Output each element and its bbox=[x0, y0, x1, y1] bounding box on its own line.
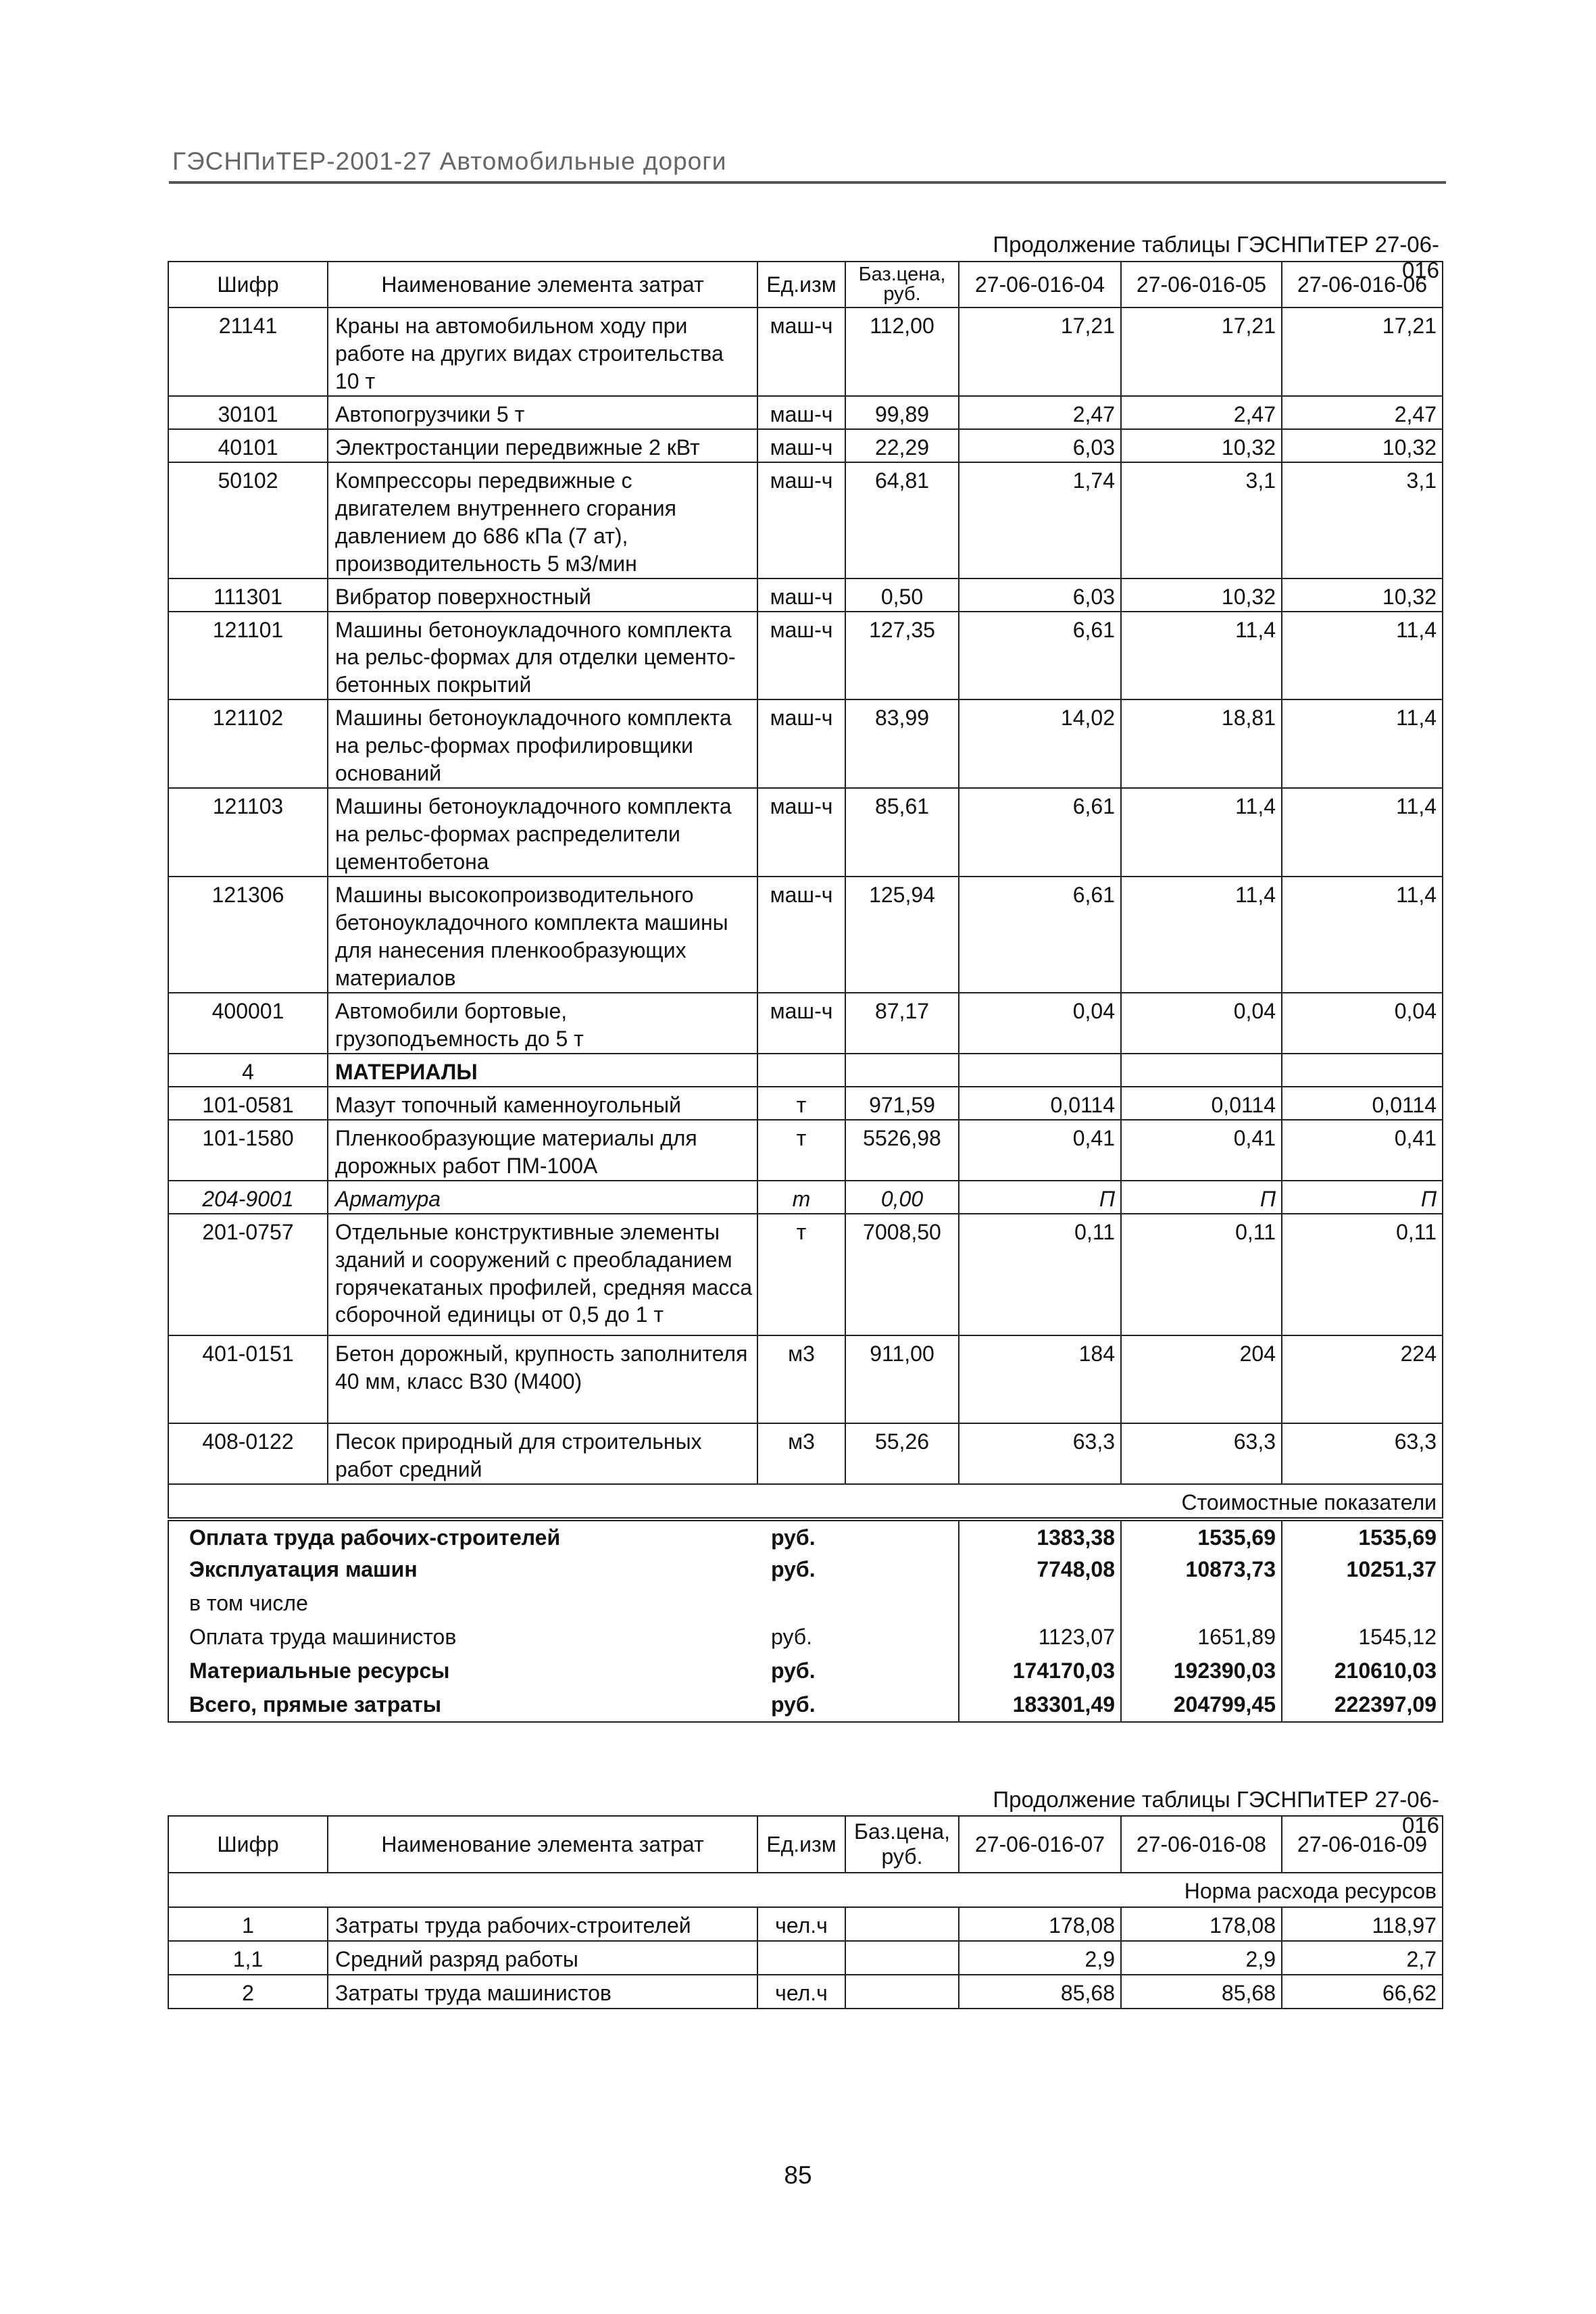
value-27-06-016-04: 0,0114 bbox=[959, 1087, 1121, 1120]
value-27-06-016-06: 11,4 bbox=[1282, 612, 1443, 700]
value-27-06-016-04: 6,61 bbox=[959, 788, 1121, 877]
resource-code: 2 bbox=[168, 1975, 328, 2009]
table-row bbox=[168, 1423, 1443, 1484]
resource-price: 0,00 bbox=[845, 1181, 959, 1214]
table-row bbox=[168, 1054, 1443, 1087]
value-27-06-016-05: П bbox=[1121, 1181, 1282, 1214]
summary-gap bbox=[845, 1519, 959, 1553]
resource-code: 121306 bbox=[168, 877, 328, 993]
value-27-06-016-08: 178,08 bbox=[1121, 1907, 1282, 1941]
table-row bbox=[168, 1120, 1443, 1181]
value-27-06-016-06: 0,41 bbox=[1282, 1120, 1443, 1181]
col-header-27-06-016-08: 27-06-016-08 bbox=[1121, 1816, 1282, 1873]
table-row bbox=[168, 462, 1443, 578]
resource-name: Средний разряд работы bbox=[328, 1941, 757, 1975]
summary-gap bbox=[845, 1654, 959, 1688]
resource-price: 911,00 bbox=[845, 1335, 959, 1423]
table2-caption: Продолжение таблицы ГЭСНПиТЕР 27-06-016 bbox=[993, 1787, 1439, 1838]
resource-unit: маш-ч bbox=[757, 578, 845, 612]
summary-name: Оплата труда рабочих-строителей bbox=[168, 1519, 757, 1553]
resource-name: Краны на автомобильном ходу при работе на других видах строительства 10 т bbox=[328, 307, 757, 396]
value-27-06-016-06: 11,4 bbox=[1282, 877, 1443, 993]
resource-code: 40101 bbox=[168, 429, 328, 462]
col-header-price: Баз.цена, руб. bbox=[845, 1816, 959, 1873]
summary-unit: руб. bbox=[771, 1625, 813, 1650]
resource-price: 5526,98 bbox=[845, 1120, 959, 1181]
resource-unit: чел.ч bbox=[757, 1975, 845, 2009]
resource-code: 101-1580 bbox=[168, 1120, 328, 1181]
value-27-06-016-06 bbox=[1282, 1054, 1443, 1087]
col-header-27-06-016-05: 27-06-016-05 bbox=[1121, 262, 1282, 307]
value-27-06-016-04: 63,3 bbox=[959, 1423, 1121, 1484]
summary-row bbox=[168, 1519, 1443, 1553]
value-27-06-016-05: 3,1 bbox=[1121, 462, 1282, 578]
col-header-unit: Ед.изм bbox=[757, 262, 845, 307]
col-header-name: Наименование элемента затрат bbox=[328, 262, 757, 307]
summary-27-06-016-06: 1535,69 bbox=[1282, 1519, 1443, 1553]
resource-code: 121103 bbox=[168, 788, 328, 877]
table-row bbox=[168, 612, 1443, 700]
resource-unit: маш-ч bbox=[757, 788, 845, 877]
resource-unit bbox=[757, 1054, 845, 1087]
resource-code: 201-0757 bbox=[168, 1214, 328, 1335]
cost-indicators-row bbox=[168, 1484, 1443, 1520]
resource-table-2 bbox=[168, 1815, 1443, 2009]
summary-27-06-016-04: 183301,49 bbox=[959, 1688, 1121, 1722]
summary-row bbox=[168, 1587, 1443, 1621]
value-27-06-016-09: 2,7 bbox=[1282, 1941, 1443, 1975]
resource-table-1 bbox=[168, 261, 1443, 1723]
table-row bbox=[168, 1907, 1443, 1941]
value-27-06-016-07: 85,68 bbox=[959, 1975, 1121, 2009]
table-row bbox=[168, 699, 1443, 788]
summary-27-06-016-06: 222397,09 bbox=[1282, 1688, 1443, 1722]
summary-name: Эксплуатация машин bbox=[168, 1553, 757, 1587]
summary-unit: руб. bbox=[757, 1688, 845, 1722]
value-27-06-016-04: 0,04 bbox=[959, 993, 1121, 1054]
col-header-price: Баз.цена, руб. bbox=[845, 262, 959, 307]
resource-price bbox=[845, 1975, 959, 2009]
summary-27-06-016-05 bbox=[1121, 1587, 1282, 1621]
resource-unit: м3 bbox=[757, 1335, 845, 1423]
summary-row bbox=[168, 1688, 1443, 1722]
table-row bbox=[168, 578, 1443, 612]
resource-code: 408-0122 bbox=[168, 1423, 328, 1484]
resource-unit: маш-ч bbox=[757, 699, 845, 788]
resource-name: Компрессоры передвижные с двигателем внутреннего сгорания давлением до 686 кПа (7 ат), производительность 5 м3/мин bbox=[328, 462, 757, 578]
summary-27-06-016-05: 10873,73 bbox=[1121, 1553, 1282, 1587]
resource-unit: т bbox=[757, 1214, 845, 1335]
resource-unit: т bbox=[757, 1087, 845, 1120]
cost-indicators-header: Стоимостные показатели bbox=[168, 1484, 1443, 1520]
summary-27-06-016-04: 1123,07 bbox=[959, 1621, 1121, 1654]
col-header-27-06-016-09: 27-06-016-09 bbox=[1282, 1816, 1443, 1873]
col-header-code: Шифр bbox=[168, 1816, 328, 1873]
value-27-06-016-04: 17,21 bbox=[959, 307, 1121, 396]
col-header-unit: Ед.изм bbox=[757, 1816, 845, 1873]
summary-27-06-016-04: 174170,03 bbox=[959, 1654, 1121, 1688]
table-row bbox=[168, 429, 1443, 462]
value-27-06-016-05: 0,0114 bbox=[1121, 1087, 1282, 1120]
resource-unit: маш-ч bbox=[757, 429, 845, 462]
value-27-06-016-05: 11,4 bbox=[1121, 612, 1282, 700]
summary-27-06-016-06: 10251,37 bbox=[1282, 1553, 1443, 1587]
value-27-06-016-06: 224 bbox=[1282, 1335, 1443, 1423]
norm-header-row bbox=[168, 1873, 1443, 1907]
table-row bbox=[168, 877, 1443, 993]
resource-unit: маш-ч bbox=[757, 993, 845, 1054]
value-27-06-016-06: 0,04 bbox=[1282, 993, 1443, 1054]
summary-27-06-016-06: 210610,03 bbox=[1282, 1654, 1443, 1688]
resource-price: 127,35 bbox=[845, 612, 959, 700]
col-header-name: Наименование элемента затрат bbox=[328, 1816, 757, 1873]
summary-27-06-016-04: 1383,38 bbox=[959, 1519, 1121, 1553]
resource-unit bbox=[757, 1941, 845, 1975]
col-header-27-06-016-07: 27-06-016-07 bbox=[959, 1816, 1121, 1873]
value-27-06-016-05: 2,47 bbox=[1121, 396, 1282, 429]
value-27-06-016-06: 10,32 bbox=[1282, 429, 1443, 462]
value-27-06-016-05: 10,32 bbox=[1121, 578, 1282, 612]
value-27-06-016-04: 6,61 bbox=[959, 612, 1121, 700]
resource-price: 85,61 bbox=[845, 788, 959, 877]
resource-name: Машины бетоноукладочного комплекта на рельс-формах для отделки цементо-бетонных покрытий bbox=[328, 612, 757, 700]
table1-caption: Продолжение таблицы ГЭСНПиТЕР 27-06-016 bbox=[993, 232, 1439, 282]
summary-gap bbox=[845, 1553, 959, 1587]
table-row bbox=[168, 1941, 1443, 1975]
resource-code: 21141 bbox=[168, 307, 328, 396]
resource-price: 112,00 bbox=[845, 307, 959, 396]
running-header: ГЭСНПиТЕР-2001-27 Автомобильные дороги bbox=[172, 147, 727, 175]
summary-row bbox=[168, 1553, 1443, 1587]
norm-header: Норма расхода ресурсов bbox=[168, 1873, 1443, 1907]
value-27-06-016-04: П bbox=[959, 1181, 1121, 1214]
value-27-06-016-05: 18,81 bbox=[1121, 699, 1282, 788]
resource-code: 4 bbox=[168, 1054, 328, 1087]
resource-code: 101-0581 bbox=[168, 1087, 328, 1120]
value-27-06-016-08: 85,68 bbox=[1121, 1975, 1282, 2009]
resource-name: Электростанции передвижные 2 кВт bbox=[328, 429, 757, 462]
resource-name: Автомобили бортовые, грузоподъемность до 5 т bbox=[328, 993, 757, 1054]
table-row bbox=[168, 396, 1443, 429]
resource-unit: т bbox=[757, 1120, 845, 1181]
resource-unit: маш-ч bbox=[757, 612, 845, 700]
summary-27-06-016-05: 204799,45 bbox=[1121, 1688, 1282, 1722]
resource-unit: маш-ч bbox=[757, 307, 845, 396]
value-27-06-016-04 bbox=[959, 1054, 1121, 1087]
table-row bbox=[168, 1181, 1443, 1214]
summary-27-06-016-06: 1545,12 bbox=[1282, 1621, 1443, 1654]
table-row bbox=[168, 1214, 1443, 1335]
resource-code: 401-0151 bbox=[168, 1335, 328, 1423]
resource-price: 99,89 bbox=[845, 396, 959, 429]
resource-price: 83,99 bbox=[845, 699, 959, 788]
summary-name: в том числе bbox=[168, 1587, 757, 1621]
resource-price: 22,29 bbox=[845, 429, 959, 462]
resource-unit: чел.ч bbox=[757, 1907, 845, 1941]
resource-name: Машины высокопроизводительного бетоноукладочного комплекта машины для нанесения пленкообразующих материалов bbox=[328, 877, 757, 993]
resource-unit: маш-ч bbox=[757, 462, 845, 578]
value-27-06-016-04: 0,41 bbox=[959, 1120, 1121, 1181]
resource-name: Машины бетоноукладочного комплекта на рельс-формах распределители цементобетона bbox=[328, 788, 757, 877]
value-27-06-016-09: 66,62 bbox=[1282, 1975, 1443, 2009]
resource-code: 121101 bbox=[168, 612, 328, 700]
col-header-code: Шифр bbox=[168, 262, 328, 307]
value-27-06-016-05: 0,41 bbox=[1121, 1120, 1282, 1181]
table-row bbox=[168, 1087, 1443, 1120]
value-27-06-016-06: 3,1 bbox=[1282, 462, 1443, 578]
value-27-06-016-06: 2,47 bbox=[1282, 396, 1443, 429]
resource-name: Вибратор поверхностный bbox=[328, 578, 757, 612]
table-row bbox=[168, 993, 1443, 1054]
resource-name: Отдельные конструктивные элементы зданий и сооружений с преобладанием горячекатаных профилей, средняя масса сборочной единицы от 0,5 до 1 т bbox=[328, 1214, 757, 1335]
resource-name: Затраты труда рабочих-строителей bbox=[328, 1907, 757, 1941]
resource-code: 50102 bbox=[168, 462, 328, 578]
summary-27-06-016-04: 7748,08 bbox=[959, 1553, 1121, 1587]
value-27-06-016-05: 0,11 bbox=[1121, 1214, 1282, 1335]
summary-unit: руб. bbox=[757, 1519, 845, 1553]
resource-unit: маш-ч bbox=[757, 877, 845, 993]
value-27-06-016-04: 14,02 bbox=[959, 699, 1121, 788]
value-27-06-016-06: 63,3 bbox=[1282, 1423, 1443, 1484]
value-27-06-016-05: 10,32 bbox=[1121, 429, 1282, 462]
summary-unit: руб. bbox=[771, 1658, 816, 1683]
resource-price: 64,81 bbox=[845, 462, 959, 578]
value-27-06-016-07: 178,08 bbox=[959, 1907, 1121, 1941]
summary-27-06-016-06 bbox=[1282, 1587, 1443, 1621]
value-27-06-016-04: 6,03 bbox=[959, 429, 1121, 462]
value-27-06-016-05 bbox=[1121, 1054, 1282, 1087]
col-header-27-06-016-04: 27-06-016-04 bbox=[959, 262, 1121, 307]
value-27-06-016-08: 2,9 bbox=[1121, 1941, 1282, 1975]
summary-27-06-016-04 bbox=[959, 1587, 1121, 1621]
summary-27-06-016-05: 1651,89 bbox=[1121, 1621, 1282, 1654]
table-row bbox=[168, 307, 1443, 396]
value-27-06-016-04: 6,61 bbox=[959, 877, 1121, 993]
resource-price: 87,17 bbox=[845, 993, 959, 1054]
resource-code: 121102 bbox=[168, 699, 328, 788]
summary-unit: руб. bbox=[771, 1557, 816, 1582]
value-27-06-016-04: 184 bbox=[959, 1335, 1121, 1423]
resource-price bbox=[845, 1941, 959, 1975]
resource-price: 7008,50 bbox=[845, 1214, 959, 1335]
table1-header-row bbox=[168, 262, 1443, 307]
table2-header-row bbox=[168, 1816, 1443, 1873]
resource-price bbox=[845, 1907, 959, 1941]
resource-price: 0,50 bbox=[845, 578, 959, 612]
resource-unit: м3 bbox=[757, 1423, 845, 1484]
resource-name: Затраты труда машинистов bbox=[328, 1975, 757, 2009]
resource-name: Мазут топочный каменноугольный bbox=[328, 1087, 757, 1120]
value-27-06-016-04: 2,47 bbox=[959, 396, 1121, 429]
summary-27-06-016-05: 1535,69 bbox=[1121, 1519, 1282, 1553]
summary-name: Материальные ресурсы bbox=[168, 1654, 757, 1688]
resource-price bbox=[845, 1054, 959, 1087]
value-27-06-016-05: 11,4 bbox=[1121, 877, 1282, 993]
value-27-06-016-07: 2,9 bbox=[959, 1941, 1121, 1975]
resource-price: 971,59 bbox=[845, 1087, 959, 1120]
value-27-06-016-05: 11,4 bbox=[1121, 788, 1282, 877]
value-27-06-016-05: 204 bbox=[1121, 1335, 1282, 1423]
summary-name: Оплата труда машинистов bbox=[168, 1621, 757, 1654]
summary-gap bbox=[845, 1688, 959, 1722]
value-27-06-016-09: 118,97 bbox=[1282, 1907, 1443, 1941]
summary-27-06-016-05: 192390,03 bbox=[1121, 1654, 1282, 1688]
resource-name: Машины бетоноукладочного комплекта на рельс-формах профилировщики оснований bbox=[328, 699, 757, 788]
resource-price: 55,26 bbox=[845, 1423, 959, 1484]
resource-code: 1,1 bbox=[168, 1941, 328, 1975]
summary-row bbox=[168, 1654, 1443, 1688]
resource-code: 1 bbox=[168, 1907, 328, 1941]
resource-code: 30101 bbox=[168, 396, 328, 429]
resource-name: Бетон дорожный, крупность заполнителя 40 мм, класс В30 (М400) bbox=[328, 1335, 757, 1423]
resource-name: Автопогрузчики 5 т bbox=[328, 396, 757, 429]
value-27-06-016-06: 11,4 bbox=[1282, 788, 1443, 877]
resource-code: 111301 bbox=[168, 578, 328, 612]
summary-unit bbox=[757, 1587, 845, 1621]
resource-name: МАТЕРИАЛЫ bbox=[328, 1054, 757, 1087]
resource-unit: маш-ч bbox=[757, 396, 845, 429]
value-27-06-016-06: 10,32 bbox=[1282, 578, 1443, 612]
page-number: 85 bbox=[784, 2161, 812, 2189]
resource-name: Пленкообразующие материалы для дорожных работ ПМ-100А bbox=[328, 1120, 757, 1181]
resource-unit: т bbox=[757, 1181, 845, 1214]
table-row bbox=[168, 1335, 1443, 1423]
col-header-27-06-016-06: 27-06-016-06 bbox=[1282, 262, 1443, 307]
table-row bbox=[168, 1975, 1443, 2009]
resource-name: Песок природный для строительных работ средний bbox=[328, 1423, 757, 1484]
value-27-06-016-05: 17,21 bbox=[1121, 307, 1282, 396]
value-27-06-016-04: 0,11 bbox=[959, 1214, 1121, 1335]
summary-gap bbox=[845, 1621, 959, 1654]
resource-name: Арматура bbox=[328, 1181, 757, 1214]
value-27-06-016-06: 17,21 bbox=[1282, 307, 1443, 396]
value-27-06-016-06: 0,0114 bbox=[1282, 1087, 1443, 1120]
value-27-06-016-06: П bbox=[1282, 1181, 1443, 1214]
value-27-06-016-05: 63,3 bbox=[1121, 1423, 1282, 1484]
summary-name: Всего, прямые затраты bbox=[168, 1688, 757, 1722]
value-27-06-016-04: 6,03 bbox=[959, 578, 1121, 612]
value-27-06-016-04: 1,74 bbox=[959, 462, 1121, 578]
value-27-06-016-06: 0,11 bbox=[1282, 1214, 1443, 1335]
resource-price: 125,94 bbox=[845, 877, 959, 993]
resource-code: 204-9001 bbox=[168, 1181, 328, 1214]
value-27-06-016-06: 11,4 bbox=[1282, 699, 1443, 788]
value-27-06-016-05: 0,04 bbox=[1121, 993, 1282, 1054]
table-row bbox=[168, 788, 1443, 877]
summary-gap bbox=[845, 1587, 959, 1621]
resource-code: 400001 bbox=[168, 993, 328, 1054]
header-rule bbox=[169, 181, 1446, 184]
summary-row bbox=[168, 1621, 1443, 1654]
